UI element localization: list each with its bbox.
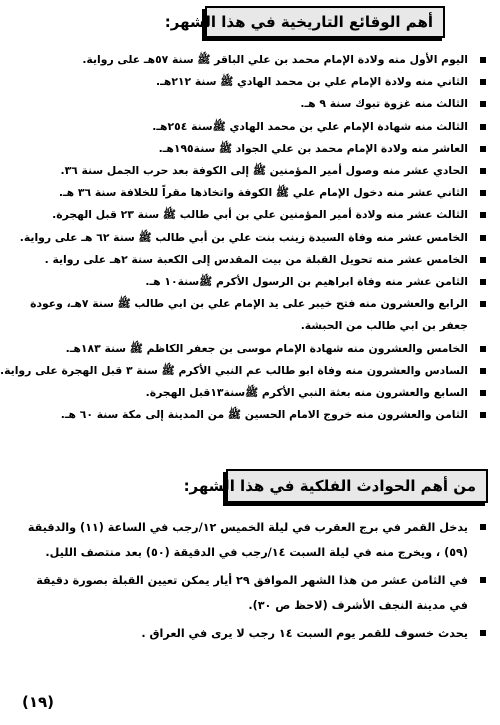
bullet-icon bbox=[480, 190, 486, 196]
list-item: الثالث منه شهادة الإمام علي بن محمد الهادي ﷺسنة ٢٥٤هـ. bbox=[16, 116, 486, 138]
bullet-icon bbox=[480, 346, 486, 352]
historical-events-heading: أهم الوقائع التاريخية في هذا الشهر: bbox=[205, 6, 445, 38]
list-item: السابع والعشرون منه بعثة النبي الأكرم ﷺسنة١٣قبل الهجرة. bbox=[16, 382, 486, 404]
bullet-icon bbox=[480, 577, 486, 583]
bullet-icon bbox=[480, 257, 486, 263]
bullet-icon bbox=[480, 57, 486, 63]
astronomical-events-heading: من أهم الحوادث الفلكية في هذا الشهر: bbox=[226, 469, 488, 503]
bullet-icon bbox=[480, 146, 486, 152]
list-item: العاشر منه ولادة الإمام محمد بن علي الجواد ﷺ سنة١٩٥هـ. bbox=[16, 138, 486, 160]
list-item: الثالث عشر منه ولادة أمير المؤمنين علي بن أبي طالب ﷺ سنة ٢٣ قبل الهجرة. bbox=[16, 204, 486, 226]
list-item: الثالث منه غزوة تبوك سنة ٩ هـ. bbox=[16, 93, 486, 115]
list-item: الخامس عشر منه تحويل القبلة من بيت المقدس إلى الكعبة سنة ٢هـ على رواية . bbox=[16, 249, 486, 271]
list-item: الثامن عشر منه وفاة ابراهيم بن الرسول الأكرم ﷺسنة١٠ هـ. bbox=[16, 271, 486, 293]
list-item: الخامس عشر منه وفاة السيدة زينب بنت علي بن أبي طالب ﷺ سنة ٦٢ هـ على رواية. bbox=[16, 227, 486, 249]
list-item: يدخل القمر في برج العقرب في ليلة الخميس ١٢/رجب في الساعة (١١) والدقيقة (٥٩) ، ويخرج منه في ليلة السبت ١٤/رجب في الدقيقة (٥٠) بعد منتصف الليل. bbox=[16, 515, 486, 565]
bullet-icon bbox=[480, 368, 486, 374]
historical-events-list bbox=[0, 49, 486, 426]
bullet-icon bbox=[480, 124, 486, 130]
list-item: اليوم الأول منه ولادة الإمام محمد بن علي الباقر ﷺ سنة ٥٧هـ على رواية. bbox=[16, 49, 486, 71]
list-item: الثاني عشر منه دخول الإمام علي ﷺ الكوفة واتخاذها مقراً للخلافة سنة ٣٦ هـ. bbox=[16, 182, 486, 204]
bullet-icon bbox=[480, 524, 486, 530]
bullet-icon bbox=[480, 235, 486, 241]
astronomical-events-list bbox=[16, 515, 486, 649]
list-item: الرابع والعشرون منه فتح خيبر على يد الإمام علي بن ابي طالب ﷺ سنة ٧هـ، وعودة جعفر بن ابي طالب من الحبشة. bbox=[16, 293, 486, 337]
bullet-icon bbox=[480, 630, 486, 636]
bullet-icon bbox=[480, 301, 486, 307]
bullet-icon bbox=[480, 390, 486, 396]
bullet-icon bbox=[480, 412, 486, 418]
bullet-icon bbox=[480, 212, 486, 218]
bullet-icon bbox=[480, 168, 486, 174]
list-item: يحدث خسوف للقمر يوم السبت ١٤ رجب لا يرى في العراق . bbox=[16, 621, 486, 646]
bullet-icon bbox=[480, 101, 486, 107]
page-number: (١٩) bbox=[22, 693, 55, 711]
bullet-icon bbox=[480, 279, 486, 285]
list-item: في الثامن عشر من هذا الشهر الموافق ٢٩ أيار يمكن تعيين القبلة بصورة دقيقة في مدينة النجف الأشرف (لاحظ ص ٣٠). bbox=[16, 568, 486, 618]
list-item: الحادي عشر منه وصول أمير المؤمنين ﷺ إلى الكوفة بعد حرب الجمل سنة ٣٦. bbox=[16, 160, 486, 182]
bullet-icon bbox=[480, 79, 486, 85]
list-item: الثامن والعشرون منه خروج الامام الحسين ﷺ من المدينة إلى مكة سنة ٦٠ هـ. bbox=[16, 404, 486, 426]
list-item: الخامس والعشرون منه شهادة الإمام موسى بن جعفر الكاظم ﷺ سنة ١٨٣هـ. bbox=[16, 338, 486, 360]
list-item: السادس والعشرون منه وفاة ابو طالب عم النبي الأكرم ﷺ سنة ٣ قبل الهجرة على رواية. bbox=[16, 360, 486, 382]
list-item: الثاني منه ولادة الإمام علي بن محمد الهادي ﷺ سنة ٢١٢هـ. bbox=[16, 71, 486, 93]
